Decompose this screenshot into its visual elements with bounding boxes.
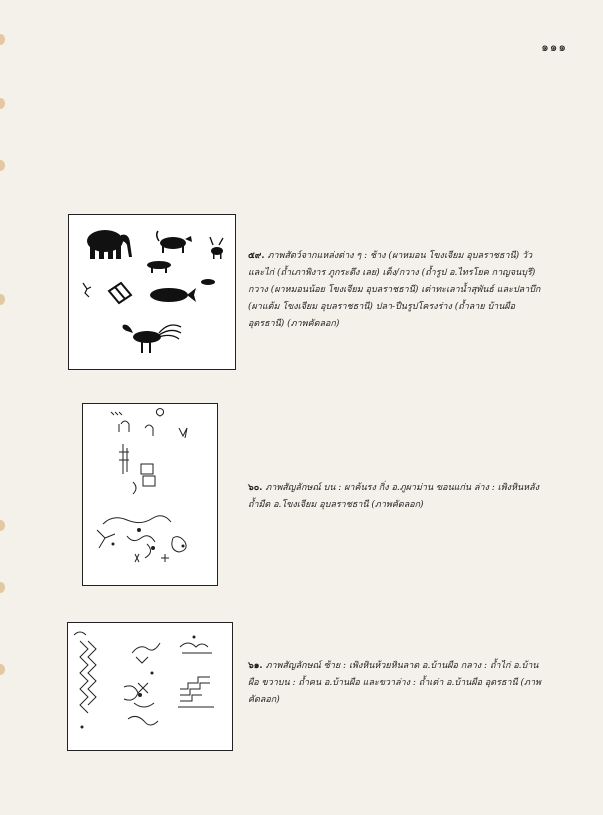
caption-figure-61 <box>248 658 548 709</box>
symbol-panel-drawings <box>68 623 232 750</box>
figure-number: ๕๙. <box>248 251 265 261</box>
caption-text: ภาพสัตว์จากแหล่งต่าง ๆ : ช้าง (ผาหมอน โขงเจียม อุบลราชธานี) วัวและไก่ (ถ้ำเภาพิงาร ภูกระดึง เลย) เต็ง/กวาง (ถ้ำรูป อ.ไทรโยค กาญจนบุรี) กวาง (ผาหมอนน้อย โขงเจียม อุบลราชธานี) เต่าทะเลาน้ำสุพันธ์ และปลาบึก (ผาแต้ม โขงเจียม อุบลราชธานี) ปลา-ปืนรูปโครงร่าง (ถ้ำลาย บ้านผือ อุดรธานี) (ภาพคัดลอก) <box>248 251 541 329</box>
figure-number: ๖๑. <box>248 661 263 671</box>
figure-animals <box>68 214 236 370</box>
caption-figure-60 <box>248 480 548 514</box>
page-number: ๑๑๑ <box>541 40 567 54</box>
caption-figure-59 <box>248 248 548 333</box>
caption-text: ภาพสัญลักษณ์ ซ้าย : เพิงหินห้วยหินลาด อ.บ้านผือ กลาง : ถ้ำไก่ อ.บ้านผือ ขวาบน : ถ้ำคน อ.บ้านผือ และขวาล่าง : ถ้ำเต่า อ.บ้านผือ อุดรธานี (ภาพคัดลอก) <box>248 661 541 705</box>
caption-text: ภาพสัญลักษณ์ บน : ผาค้นรง กิ่ง อ.ภูผาม่าน ขอนแก่น ล่าง : เพิงหินหลังถ้ำมืด อ.โขงเจียม อุบลราชธานี (ภาพคัดลอก) <box>248 483 539 510</box>
symbol-drawings <box>83 404 217 585</box>
animal-drawings <box>69 215 235 369</box>
figure-symbols-panels <box>67 622 233 751</box>
figure-number: ๖๐. <box>248 483 263 493</box>
figure-symbols-vertical <box>82 403 218 586</box>
